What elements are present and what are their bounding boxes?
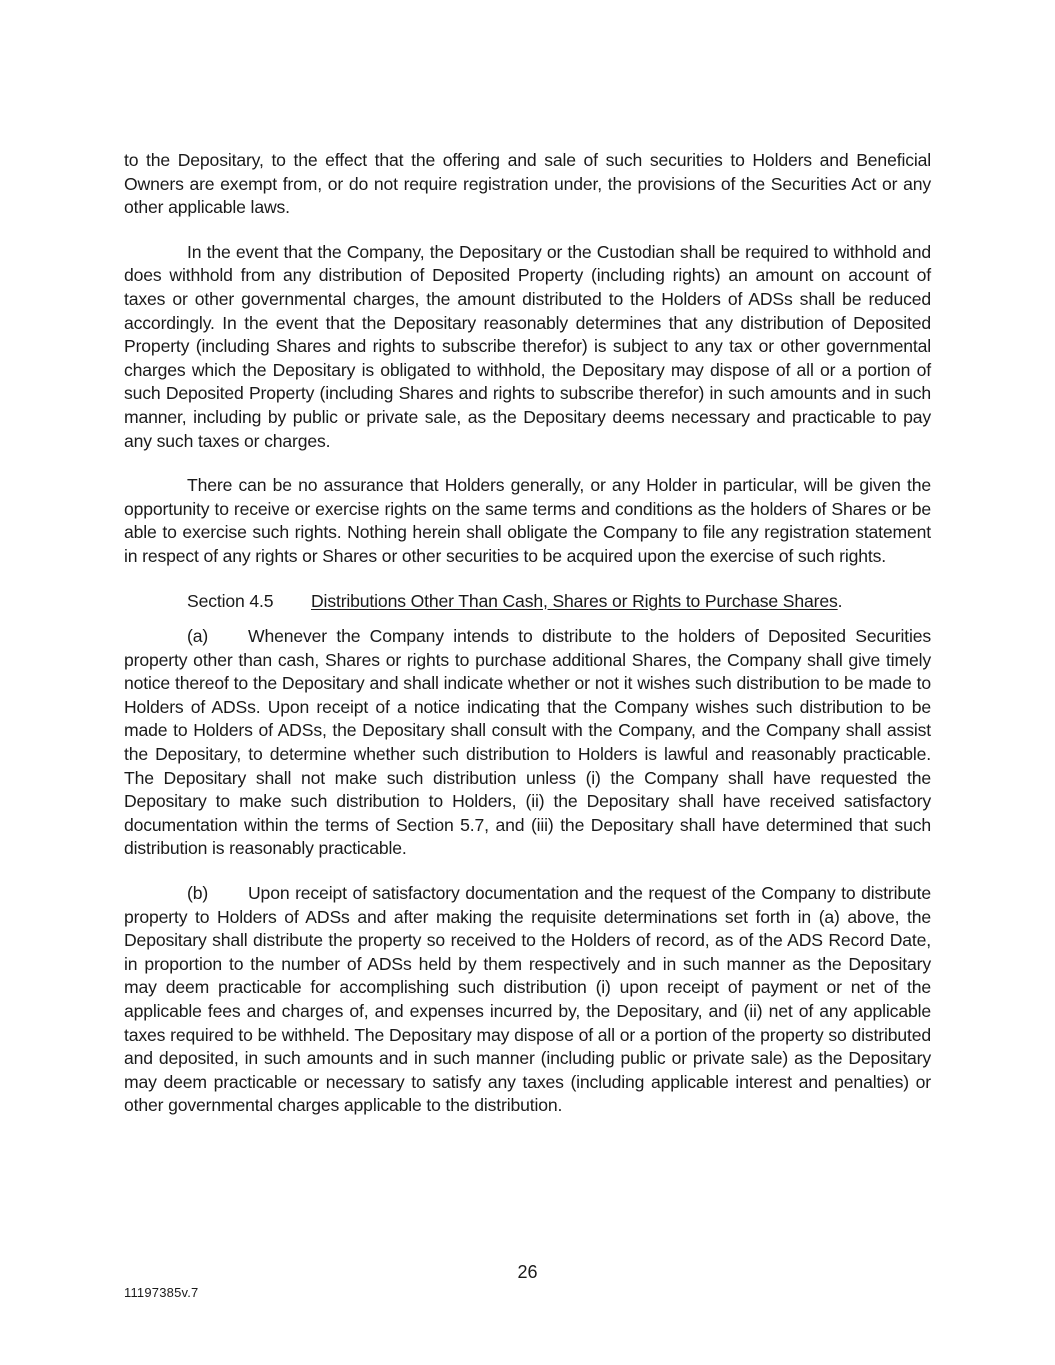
document-id: 11197385v.7	[124, 1285, 199, 1300]
page-number: 26	[517, 1262, 538, 1282]
section-heading	[124, 590, 931, 614]
paragraph-withholding: In the event that the Company, the Depositary or the Custodian shall be required to withhold and does withhold from any distribution of Deposited Property (including rights) an amount on account of taxes or other governmental charges, the amount distributed to the Holders of ADSs shall be reduced accordingly. In the event that the Depositary reasonably determines that any distribution of Deposited Property (including Shares and rights to subscribe therefor) is subject to any tax or other governmental charges which the Depositary is obligated to withhold, the Depositary may dispose of all or a portion of such Deposited Property (including Shares and rights to subscribe therefor) in such amounts and in such manner, including by public or private sale, as the Depositary deems necessary and practicable to pay any such taxes or charges.	[124, 241, 931, 451]
item-b	[124, 882, 931, 1118]
section-number: Section 4.5	[187, 590, 274, 611]
item-b-text: Upon receipt of satisfactory documentation and the request of the Company to distribute property to Holders of ADSs and after making the requisite determinations set forth in (a) above, the Depositary shall distribute the property so received to the Holders of record, as of the ADS Record Date, in proportion to the number of ADSs held by them respectively and in such manner as the Depositary may deem practicable for accomplishing such distribution (i) upon receipt of payment or net of the applicable fees and charges of, and expenses incurred by, the Depositary, and (ii) net of any applicable taxes required to be withheld. The Depositary may dispose of all or a portion of the property so distributed and deposited, in such amounts and in such manner (including public or private sale) as the Depositary may deem practicable or necessary to satisfy any taxes (including applicable interest and penalties) or other governmental charges applicable to the distribution.	[124, 883, 931, 1116]
paragraph-no-assurance: There can be no assurance that Holders generally, or any Holder in particular, will be given the opportunity to receive or exercise rights on the same terms and conditions as the holders of Shares or be able to exercise such rights. Nothing herein shall obligate the Company to file any registration statement in respect of any rights or Shares or other securities to be acquired upon the exercise of such rights.	[124, 475, 931, 566]
item-a-label: (a)	[187, 626, 209, 647]
paragraph-continuation: to the Depositary, to the effect that the offering and sale of such securities to Holders and Beneficial Owners are exempt from, or do not require registration under, the provisions of the Securities Act or any other applicable laws.	[124, 150, 931, 218]
item-a	[124, 625, 931, 861]
section-title: Distributions Other Than Cash, Shares or Rights to Purchase Shares	[311, 590, 838, 611]
page-body	[124, 149, 931, 1139]
item-a-text: Whenever the Company intends to distribute to the holders of Deposited Securities property other than cash, Shares or rights to purchase additional Shares, the Company shall give timely notice thereof to the Depositary and shall indicate whether or not it wishes such distribution to be made to Holders of ADSs. Upon receipt of a notice indicating that the Company wishes such distribution to be made to Holders of ADSs, the Depositary shall consult with the Company, and the Company shall assist the Depositary, to determine whether such distribution to Holders is lawful and reasonably practicable. The Depositary shall not make such distribution unless (i) the Company shall have requested the Depositary to make such distribution to Holders, (ii) the Depositary shall have received satisfactory documentation within the terms of Section 5.7, and (iii) the Depositary shall have determined that such distribution is reasonably practicable.	[124, 626, 931, 859]
section-title-end: .	[837, 590, 843, 611]
item-b-label: (b)	[187, 883, 209, 904]
